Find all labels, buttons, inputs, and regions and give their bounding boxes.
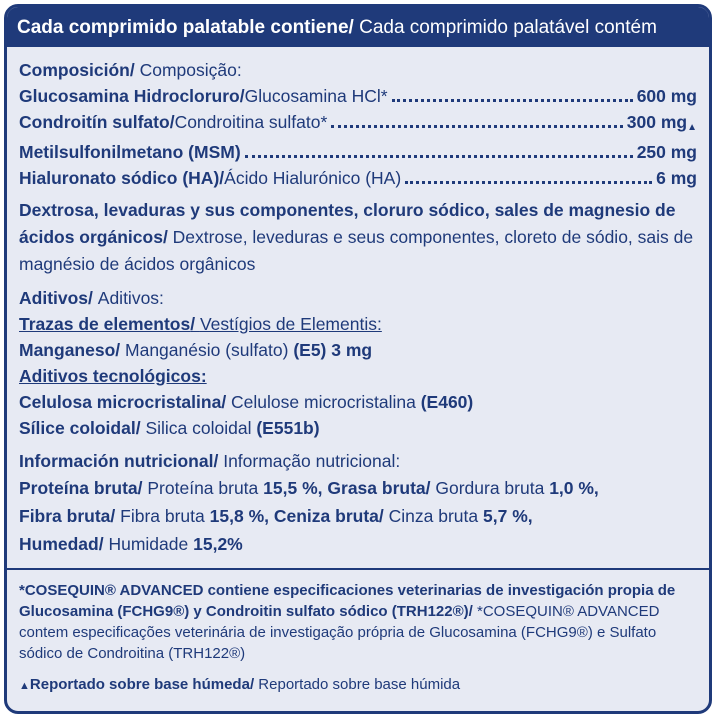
dot-leader: [331, 125, 622, 128]
nutrition-protein-fat: Proteína bruta/ Proteína bruta 15,5 %, Grasa bruta/ Gordura bruta 1,0 %,: [19, 478, 599, 498]
footnote-cosequin: *COSEQUIN® ADVANCED contiene especificaciones veterinarias de investigación propia de Glucosamina (FCHG9®) y Condroitin sulfato sódico (TRH122®)/ *COSEQUIN® ADVANCED contem especificações veterinária de investigação própria de Glucosamina (FCHG9®) e Sulfato sódico de Condroitina (TRH122®): [19, 582, 676, 662]
tech-additives-heading: Aditivos tecnológicos:: [19, 366, 207, 386]
triangle-marker-icon: ▲: [687, 122, 697, 133]
excipients-paragraph: Dextrosa, levaduras y sus componentes, cloruro sódico, sales de magnesio de ácidos orgánicos/ Dextrose, leveduras e seus componentes, cloreto de sódio, sais de magnésio de ácidos orgânicos: [19, 200, 694, 274]
dot-leader: [245, 155, 633, 158]
composition-row-msm: Metilsulfonilmetano (MSM) 250 mg: [19, 142, 697, 162]
nutrition-label-panel: [4, 4, 712, 714]
label-header: Cada comprimido palatable contiene/ Cada comprimido palatável contém: [7, 7, 709, 47]
divider: [7, 568, 709, 570]
nutrition-moisture: Humedad/ Humidade 15,2%: [19, 534, 243, 554]
nutrition-fibre-ash: Fibra bruta/ Fibra bruta 15,8 %, Ceniza bruta/ Cinza bruta 5,7 %,: [19, 506, 533, 526]
header-title-pt: Cada comprimido palatável contém: [359, 17, 657, 38]
footnote-wet-basis: ▲Reportado sobre base húmeda/ Reportado sobre base húmida: [19, 676, 461, 693]
additives-heading: Aditivos/ Aditivos:: [19, 288, 164, 308]
dot-leader: [405, 181, 652, 184]
header-title-es: Cada comprimido palatable contiene: [17, 17, 349, 38]
label-content: [7, 47, 709, 697]
composition-row-glucosamine: Glucosamina Hidrocloruro / Glucosamina HCl* 600 mg: [19, 86, 697, 106]
triangle-marker-icon: ▲: [19, 680, 30, 692]
dot-leader: [392, 99, 633, 102]
silica-line: Sílice coloidal/ Silica coloidal (E551b): [19, 418, 320, 438]
cellulose-line: Celulosa microcristalina/ Celulose microcristalina (E460): [19, 392, 474, 412]
nutrition-heading: Información nutricional/ Informação nutricional:: [19, 451, 401, 471]
composition-row-hyaluronate: Hialuronato sódico (HA) / Ácido Hialurónico (HA) 6 mg: [19, 168, 697, 188]
manganese-line: Manganeso/ Manganésio (sulfato) (E5) 3 mg: [19, 340, 373, 360]
composition-heading: Composición/ Composição:: [19, 60, 242, 80]
composition-row-chondroitin: Condroitín sulfato / Condroitina sulfato* 300 mg ▲: [19, 109, 697, 139]
trace-elements-heading: Trazas de elementos/ Vestígios de Elementis:: [19, 314, 382, 334]
